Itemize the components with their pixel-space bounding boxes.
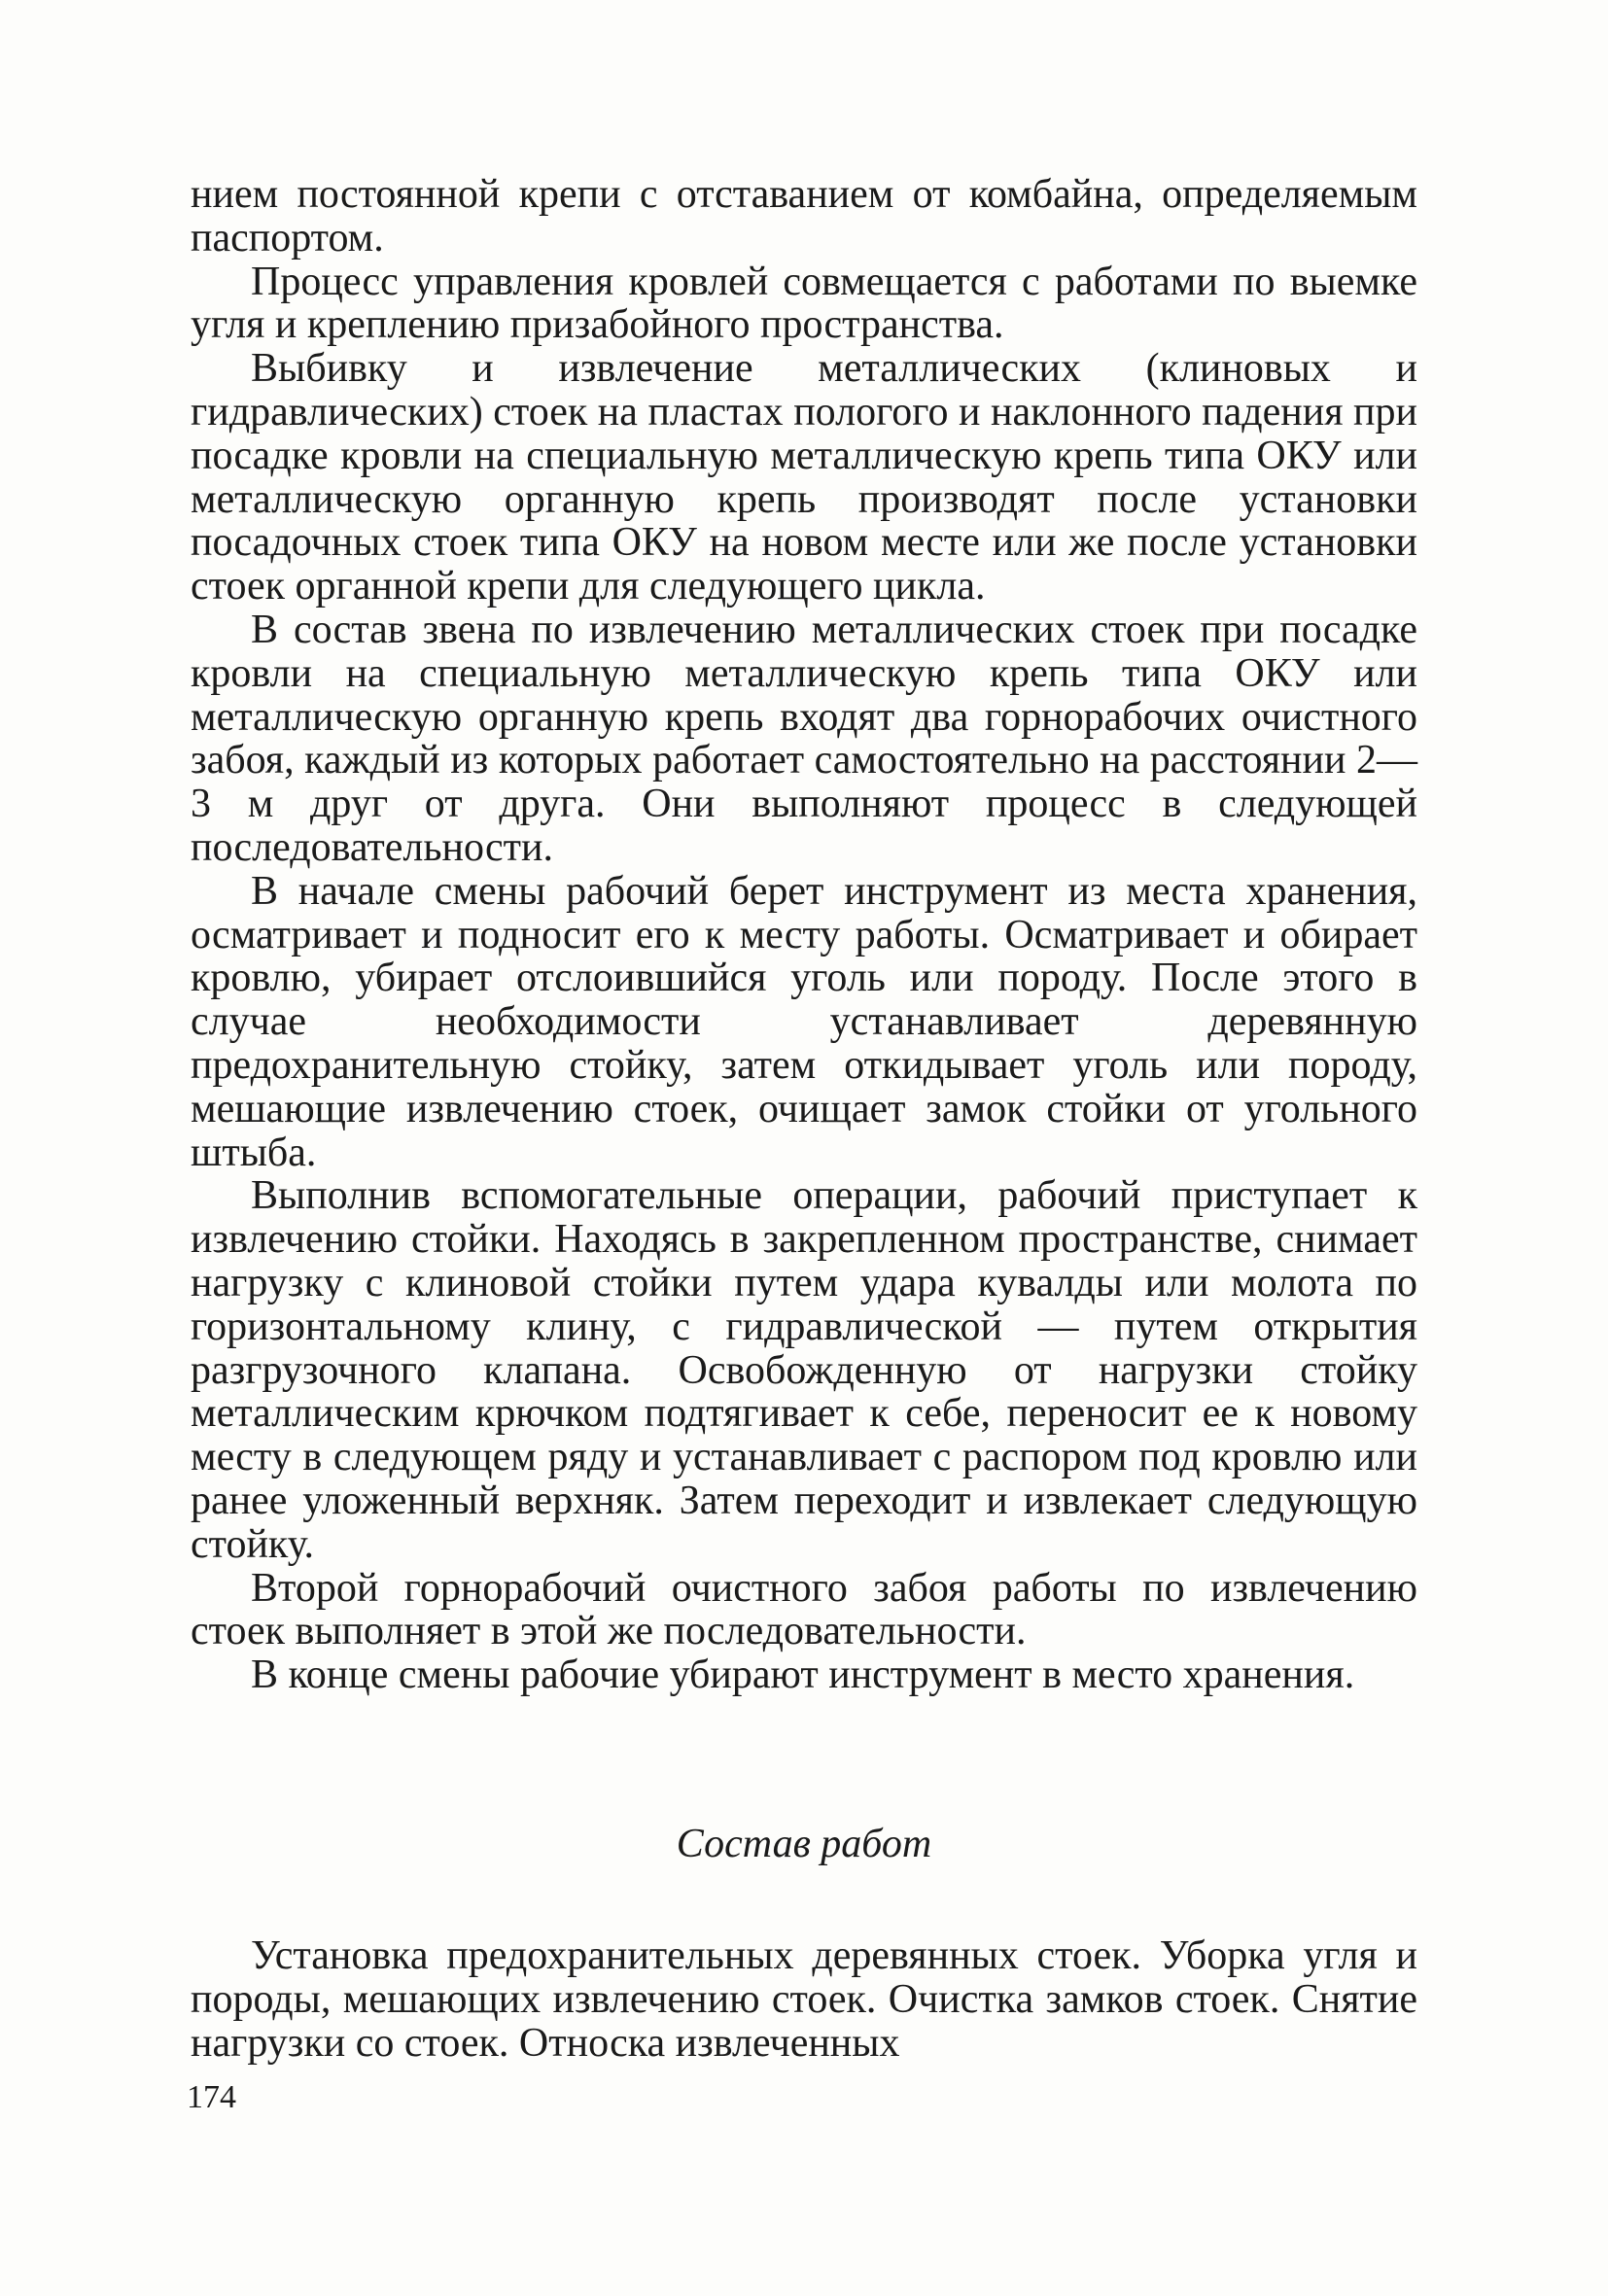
paragraph: В состав звена по извлечению металлических стоек при посадке кровли на специальную металлическую крепь типа ОКУ или металлическую органную крепь входят два горнорабочих очистного забоя, каждый из которых работает самостоятельно на расстоянии 2—3 м друг от друга. Они выполняют процесс в следующей последовательности. (191, 607, 1417, 870)
paragraph: Процесс управления кровлей совмещается с работами по выемке угля и креплению призабойного пространства. (191, 259, 1417, 348)
body-text (191, 173, 1417, 1697)
paragraph: Второй горнорабочий очистного забоя работы по извлечению стоек выполняет в этой же последовательности. (191, 1565, 1417, 1654)
page-number: 174 (187, 2079, 236, 2115)
section-paragraph: Установка предохранительных деревянных стоек. Уборка угля и породы, мешающих извлечению стоек. Очистка замков стоек. Снятие нагрузки со стоек. Относка извлеченных (191, 1933, 1417, 2066)
paragraph: В конце смены рабочие убирают инструмент в место хранения. (251, 1652, 1355, 1698)
paragraph: Выполнив вспомогательные операции, рабочий приступает к извлечению стойки. Находясь в закрепленном пространстве, снимает нагрузку с клиновой стойки путем удара кувалды или молота по горизонтальному клину, с гидравлической — путем открытия разгрузочного клапана. Освобожденную от нагрузки стойку металлическим крючком подтягивает к себе, переносит ее к новому месту в следующем ряду и устанавливает с распором под кровлю или ранее уложенный верхняк. Затем переходит и извлекает следующую стойку. (191, 1173, 1417, 1567)
paragraph-continuation: нием постоянной крепи с отставанием от комбайна, определяемым паспортом. (191, 172, 1417, 261)
section-heading: Состав работ (676, 1822, 932, 1866)
paragraph: Выбивку и извлечение металлических (клиновых и гидравлических) стоек на пластах пологого и наклонного падения при посадке кровли на специальную металлическую крепь типа ОКУ или металлическую органную крепь производят после установки посадочных стоек типа ОКУ на новом месте или же после установки стоек органной крепи для следующего цикла. (191, 346, 1417, 609)
paragraph: В начале смены рабочий берет инструмент из места хранения, осматривает и подносит его к месту работы. Осматривает и обирает кровлю, убирает отслоившийся уголь или породу. После этого в случае необходимости устанавливает деревянную предохранительную стойку, затем откидывает уголь или породу, мешающие извлечению стоек, очищает замок стойки от угольного штыба. (191, 868, 1417, 1175)
